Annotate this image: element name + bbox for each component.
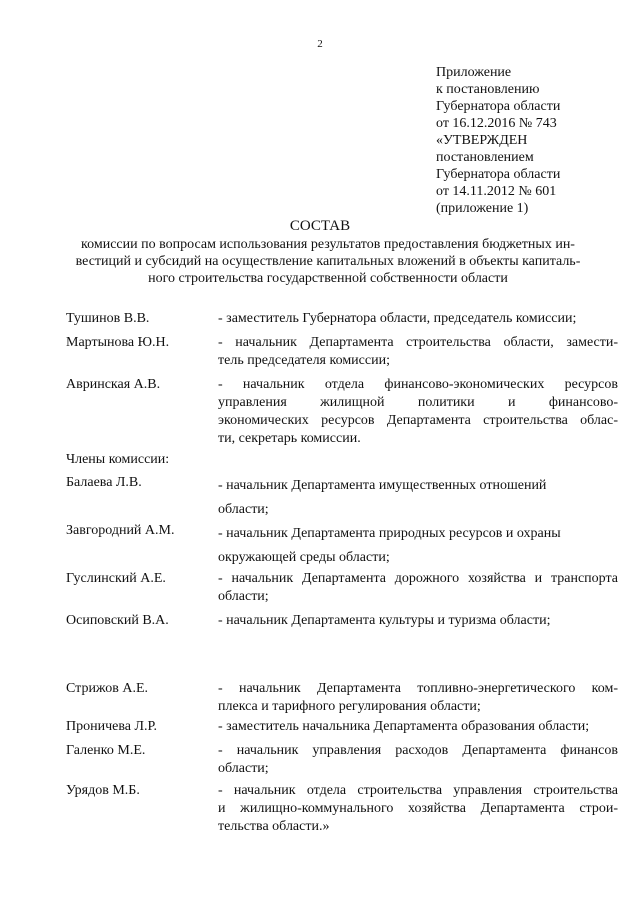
appendix-line: Приложение (436, 65, 512, 80)
member-name: Проничева Л.Р. (66, 719, 158, 734)
approved-line: «УТВЕРЖДЕН (436, 133, 528, 148)
member-role: - начальник Департамента строительства области, замести- тель председателя комиссии; (218, 335, 618, 368)
member-role: - начальник отдела строительства управления строительства и жилищно-коммунального хозяйства Департамента строи- тельства области.» (218, 783, 618, 834)
member-role: - начальник Департамента культуры и туризма области; (218, 613, 551, 628)
member-name: Осиповский В.А. (66, 613, 169, 628)
member-role: - начальник Департамента природных ресурсов и охраны окружающей среды области; (218, 526, 561, 565)
subtitle-line: ного строительства государственной собственности области (148, 271, 508, 286)
subtitle-line: комиссии по вопросам использования результатов предоставления бюджетных ин- (81, 237, 575, 252)
appendix-line: к постановлению (436, 82, 540, 97)
approved-line: от 14.11.2012 № 601 (436, 184, 557, 199)
appendix-line: от 16.12.2016 № 743 (436, 116, 557, 131)
member-name: Тушинов В.В. (66, 311, 150, 326)
member-role: - заместитель Губернатора области, председатель комиссии; (218, 311, 577, 326)
member-role: - начальник Департамента топливно-энергетического ком- плекса и тарифного регулирования области; (218, 681, 618, 714)
appendix-block (436, 64, 636, 217)
member-role: - начальник отдела финансово-экономических ресурсов управления жилищной политики и финансово- экономических ресурсов Департамента строительства облас- ти, секретарь комиссии. (218, 377, 618, 446)
member-name: Галенко М.Е. (66, 743, 146, 758)
member-name: Гуслинский А.Е. (66, 571, 166, 586)
member-role: - начальник Департамента дорожного хозяйства и транспорта области; (218, 571, 618, 604)
approved-line: постановлением (436, 150, 534, 165)
member-name: Авринская А.В. (66, 377, 161, 392)
members-section-label: Члены комиссии: (66, 452, 170, 467)
member-name: Завгородний А.М. (66, 523, 175, 538)
member-name: Балаева Л.В. (66, 475, 142, 490)
approved-line: (приложение 1) (436, 201, 529, 216)
member-role: - заместитель начальника Департамента образования области; (218, 719, 590, 734)
page-number: 2 (317, 38, 323, 50)
member-role: - начальник управления расходов Департамента финансов области; (218, 743, 618, 776)
member-name: Стрижов А.Е. (66, 681, 149, 696)
member-name: Урядов М.Б. (66, 783, 140, 798)
approved-line: Губернатора области (436, 167, 561, 182)
appendix-line: Губернатора области (436, 99, 561, 114)
document-subtitle (66, 236, 590, 287)
member-role: - начальник Департамента имущественных отношений области; (218, 478, 547, 517)
document-title: СОСТАВ (289, 218, 351, 234)
subtitle-line: вестиций и субсидий на осуществление капитальных вложений в объекты капиталь- (75, 254, 581, 269)
member-name: Мартынова Ю.Н. (66, 335, 170, 350)
